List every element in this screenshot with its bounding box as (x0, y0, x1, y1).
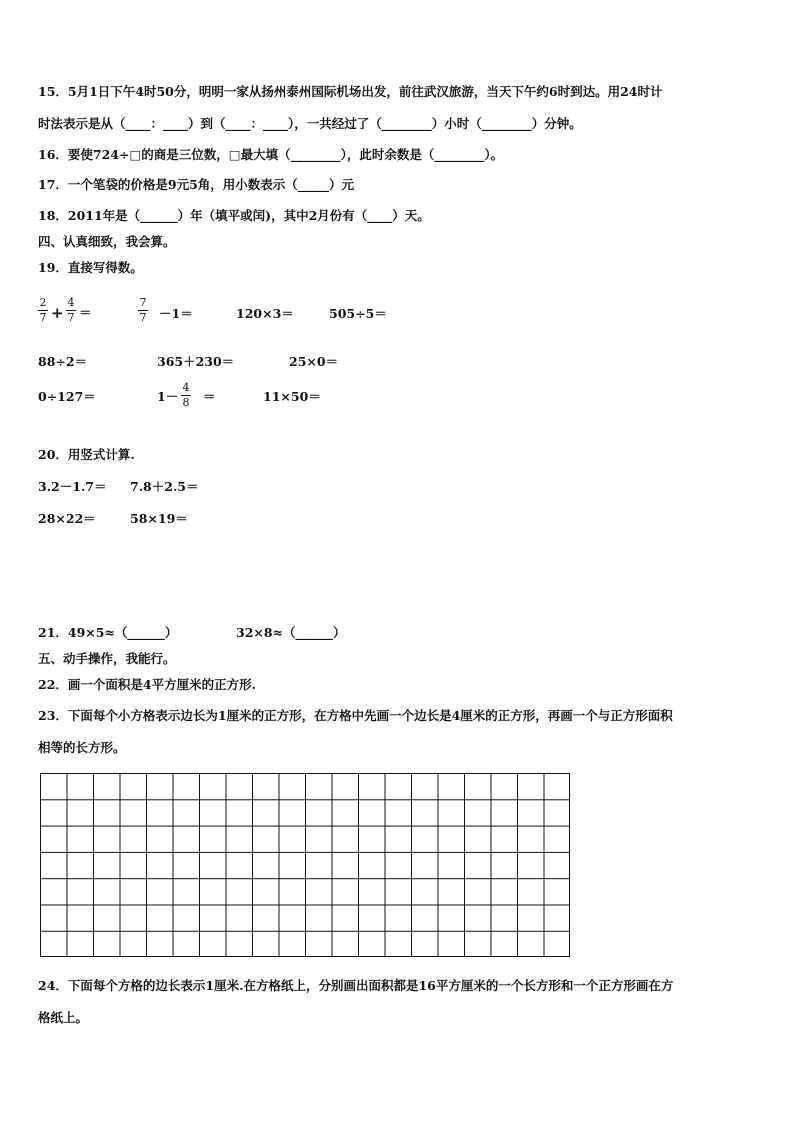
plus-sign: + (51, 304, 64, 322)
q21-b: 32×8≈（______） (236, 625, 346, 640)
expr-58x19: 58×19＝ (130, 511, 188, 526)
q16: 16．要使724÷□的商是三位数，□最大填（________），此时余数是（________）。 (38, 147, 504, 162)
expr-365plus230: 365＋230＝ (157, 354, 235, 369)
fraction-4-7: 4 7 (67, 296, 75, 324)
fraction-4-8: 4 8 (182, 381, 190, 409)
section-4-heading: 四、认真细致，我会算。 (38, 234, 176, 249)
q22: 22．画一个面积是4平方厘米的正方形. (38, 677, 256, 692)
equals-sign-2: ＝ (203, 389, 216, 404)
q15-line1: 15．5月1日下午4时50分，明明一家从扬州泰州国际机场出发，前往武汉旅游，当天下午约6时到达。用24时计 (38, 84, 663, 99)
q19-title: 19．直接写得数。 (38, 260, 143, 275)
q23-line2: 相等的长方形。 (38, 740, 126, 755)
expr-minus-1: －1＝ (159, 306, 193, 321)
q18: 18．2011年是（______）年（填平或闰)，其中2月份有（____）天。 (38, 208, 430, 223)
q21-a: 21．49×5≈（______） (38, 625, 178, 640)
expr-11x50: 11×50＝ (263, 389, 321, 404)
expr-25x0: 25×0＝ (289, 354, 339, 369)
expr-1-minus: 1－ (157, 389, 179, 404)
expr-3.2-1.7: 3.2－1.7＝ (38, 479, 107, 494)
section-5-heading: 五、动手操作，我能行。 (38, 651, 176, 666)
expr-88div2: 88÷2＝ (38, 354, 88, 369)
equals-sign: ＝ (79, 305, 92, 320)
expr-505div5: 505÷5＝ (329, 306, 387, 321)
q20-title: 20．用竖式计算. (38, 447, 135, 462)
drawing-grid[interactable] (40, 773, 570, 957)
q15-line2: 时法表示是从（____：____）到（____：____），一共经过了（________）小时（________）分钟。 (38, 116, 582, 131)
q17: 17．一个笔袋的价格是9元5角，用小数表示（_____）元 (38, 177, 355, 192)
fraction-7-7: 7 7 (139, 296, 147, 324)
expr-7.8+2.5: 7.8＋2.5＝ (130, 479, 199, 494)
expr-120x3: 120×3＝ (236, 306, 294, 321)
q24-line1: 24．下面每个方格的边长表示1厘米.在方格纸上，分别画出面积都是16平方厘米的一个长方形和一个正方形画在方 (38, 978, 674, 993)
expr-28x22: 28×22＝ (38, 511, 96, 526)
fraction-2-7: 2 7 (39, 296, 47, 324)
q24-line2: 格纸上。 (38, 1010, 89, 1025)
q23-line1: 23．下面每个小方格表示边长为1厘米的正方形，在方格中先画一个边长是4厘米的正方形，再画一个与正方形面积 (38, 708, 673, 723)
expr-0div127: 0÷127＝ (38, 389, 96, 404)
